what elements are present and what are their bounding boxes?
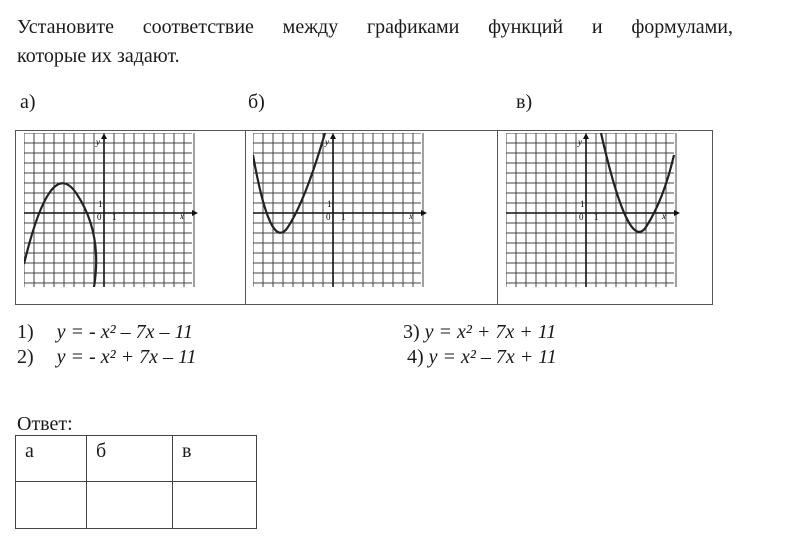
answer-table bbox=[15, 435, 257, 529]
origin-label: 0 bbox=[579, 212, 584, 222]
graphs-separator bbox=[245, 131, 246, 304]
grid bbox=[24, 133, 194, 287]
task-line-2: которые их задают. bbox=[17, 45, 180, 67]
answer-value-row bbox=[16, 482, 257, 529]
graphs-separator bbox=[497, 131, 498, 304]
formula-2 bbox=[17, 346, 196, 369]
axis-lines bbox=[24, 135, 196, 287]
graph-c-label: в) bbox=[516, 91, 533, 113]
formula-text: y = x² – 7x + 11 bbox=[428, 346, 557, 368]
formula-number: 3) bbox=[403, 321, 420, 343]
grid bbox=[506, 133, 676, 287]
formula-number: 2) bbox=[17, 346, 34, 368]
formula-4 bbox=[407, 346, 557, 369]
task-line-1: Установите соответствие между графиками функций и формулами, bbox=[17, 16, 733, 38]
unit-label-y: 1 bbox=[327, 199, 332, 209]
formula-text: y = x² + 7x + 11 bbox=[424, 321, 557, 343]
graph-b-label: б) bbox=[248, 91, 265, 113]
axes bbox=[506, 133, 680, 287]
x-axis-label: x bbox=[409, 211, 413, 221]
unit-label-x: 1 bbox=[341, 212, 346, 222]
grid bbox=[253, 133, 423, 287]
unit-label-x: 1 bbox=[112, 212, 117, 222]
x-axis-label: x bbox=[180, 211, 184, 221]
y-axis-label: y bbox=[578, 137, 582, 147]
answer-cell-c[interactable] bbox=[173, 482, 257, 529]
graph-c bbox=[506, 133, 682, 287]
answer-label: Ответ: bbox=[17, 413, 73, 435]
parabola-curve bbox=[24, 183, 96, 287]
formula-number: 1) bbox=[17, 321, 34, 343]
answer-header-b: б bbox=[87, 436, 173, 482]
formula-number: 4) bbox=[407, 346, 424, 368]
formula-1 bbox=[17, 321, 193, 344]
answer-header-a: а bbox=[16, 436, 87, 482]
axis-lines bbox=[506, 135, 678, 287]
axis-lines bbox=[253, 135, 425, 287]
axis-arrows bbox=[101, 133, 198, 216]
graph-a-label: а) bbox=[20, 91, 36, 113]
answer-cell-b[interactable] bbox=[87, 482, 173, 529]
axis-arrows bbox=[330, 133, 427, 216]
y-axis-label: y bbox=[325, 137, 329, 147]
unit-label-y: 1 bbox=[98, 199, 103, 209]
answer-header-c: в bbox=[173, 436, 257, 482]
origin-label: 0 bbox=[97, 212, 102, 222]
formula-3 bbox=[403, 321, 556, 344]
axis-arrows bbox=[583, 133, 680, 216]
formula-text: y = - x² – 7x – 11 bbox=[56, 321, 193, 343]
x-axis-label: x bbox=[662, 211, 666, 221]
axes bbox=[253, 133, 427, 287]
formula-text: y = - x² + 7x – 11 bbox=[56, 346, 197, 368]
axes bbox=[24, 133, 198, 287]
graph-b bbox=[253, 133, 429, 287]
origin-label: 0 bbox=[326, 212, 331, 222]
task-text bbox=[17, 13, 733, 71]
answer-cell-a[interactable] bbox=[16, 482, 87, 529]
graphs-table bbox=[15, 130, 713, 305]
graph-a bbox=[24, 133, 200, 287]
y-axis-label: y bbox=[96, 137, 100, 147]
answer-header-row bbox=[16, 436, 257, 482]
unit-label-x: 1 bbox=[594, 212, 599, 222]
unit-label-y: 1 bbox=[580, 199, 585, 209]
